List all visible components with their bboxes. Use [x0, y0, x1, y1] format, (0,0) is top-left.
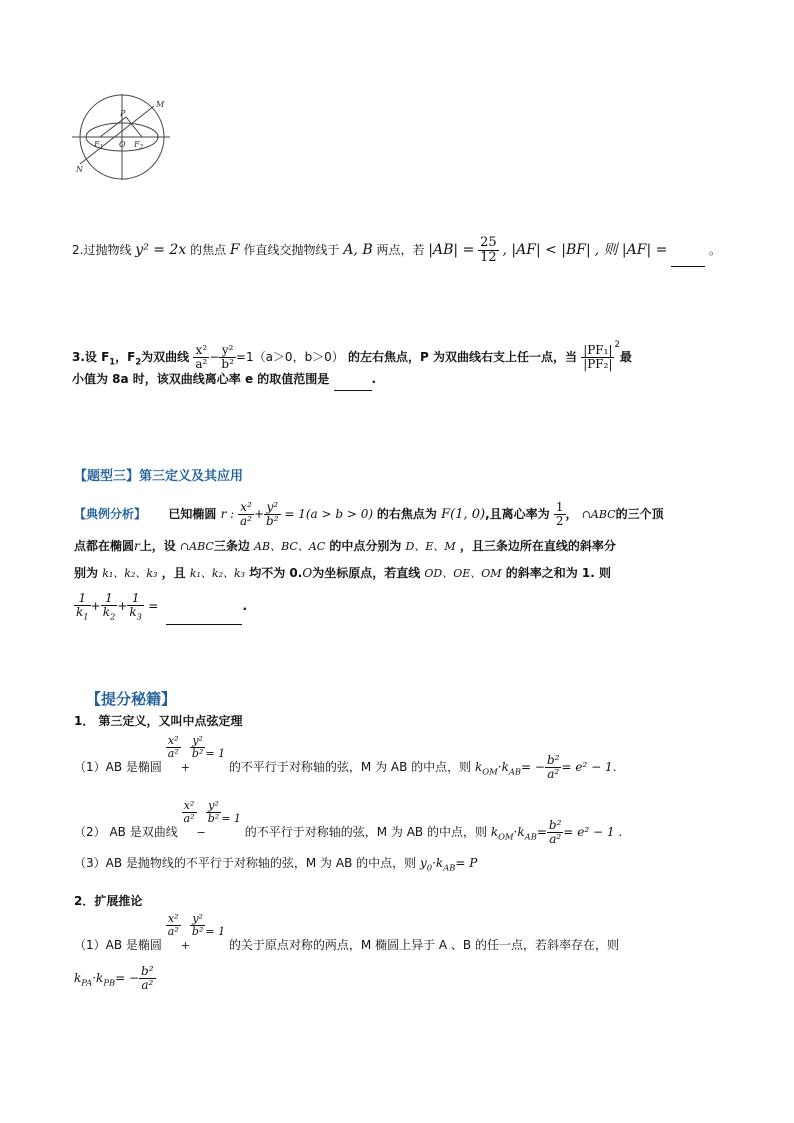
q2-prefix: 2.过抛物线: [72, 243, 132, 257]
s3-answer-blank[interactable]: [166, 588, 242, 625]
label-O: O: [119, 140, 126, 149]
q3-text-e: 最: [619, 350, 632, 364]
s3-l3-c: 均不为 0.: [249, 566, 303, 580]
s3-recip-eq: =: [148, 599, 159, 613]
s3-l2-tri: ∩ABC: [179, 540, 214, 553]
s3-t5: 的三个顶: [615, 507, 664, 521]
q3-text-c: 为双曲线: [141, 350, 190, 364]
q2-condition: , |AF| < |BF|: [502, 242, 591, 258]
q3-sub1: 1: [109, 356, 116, 367]
q3-pf-sq: 2: [614, 339, 620, 349]
s3-ex-num: x²: [238, 501, 254, 515]
tips-item4-formula: $k_{PA}\cdot k_{PB}=$ − $\frac{\text{b²}}{\text{a²}}$: [74, 964, 154, 992]
label-F2: $F_2$: [134, 140, 144, 151]
s3-plus: +: [253, 507, 265, 521]
s3-ex-den: a²: [240, 514, 252, 528]
q2-answer-blank[interactable]: [671, 234, 705, 267]
i4-ellipse: $\frac{\text{x²}}{\text{a²}}$ + $\frac{\text{y²}}{\text{b²}}$ = 1: [167, 912, 226, 952]
q2-end: 。: [709, 243, 722, 257]
question-2: [72, 234, 721, 267]
question-3-line2: [72, 368, 376, 391]
s3-l2-pts: D、E、M: [405, 540, 456, 553]
section3-line4: $\frac{1}{k_1}$ + $\frac{1}{k_2}$ + $\frac{1}{k_3}$ = .: [74, 588, 247, 625]
q3-hyperbola-x-frac: [193, 344, 209, 370]
s3-t2: 的右焦点为: [376, 507, 437, 521]
q3-text-d: 的左右焦点，P 为双曲线右支上任一点，当: [348, 350, 577, 364]
s3-recip-3: $\frac{1}{k_3}$: [129, 591, 142, 622]
q3-hyperbola-eq: =1（a＞0，b＞0）: [235, 350, 344, 364]
q3-hy-den: b²: [221, 357, 234, 371]
s3-ey-num: y²: [264, 501, 281, 515]
q2-fraction: [478, 236, 499, 264]
i4-a: （1）AB 是椭圆: [74, 938, 162, 952]
i1-ellipse: $\frac{\text{x²}}{\text{a²}}$ + $\frac{\text{y²}}{\text{b²}}$ = 1: [167, 734, 226, 774]
s3-l3-O: O: [302, 566, 313, 580]
s3-recip-2: $\frac{1}{k_2}$: [102, 591, 116, 622]
i2-formula: $k_{OM}\cdot k_{AB}=$ $\frac{\text{b²}}{\text{a²}}$ = e² − 1 .: [490, 818, 623, 846]
label-M: M: [156, 100, 165, 109]
i1-b: 的不平行于对称轴的弦，M 为 AB 的中点，则: [228, 760, 472, 774]
q3-hy-num: y²: [219, 344, 236, 358]
s3-l2-sides: AB、BC、AC: [254, 540, 326, 553]
i1-a: （1）AB 是椭圆: [74, 760, 162, 774]
s3-l3-ks2: k₁、k₂、k₃: [189, 567, 246, 580]
q3-line2: 小值为 8a 时，该双曲线离心率 e 的取值范围是: [72, 372, 330, 386]
s3-ellipse-def: [220, 500, 377, 528]
example-label: 【典例分析】: [74, 507, 147, 521]
s3-ecc-frac: [554, 501, 566, 527]
s3-e-den: 2: [555, 514, 564, 528]
s3-ellipse-pre: r :: [220, 507, 235, 521]
q3-text-b: ，F: [115, 350, 136, 364]
tips-item1: [74, 730, 616, 795]
q2-frac-num: 25: [480, 235, 497, 251]
tips-header: 【提分秘籍】: [86, 690, 177, 708]
i2-a: （2） AB 是双曲线: [74, 825, 178, 839]
q3-hx-num: x²: [193, 344, 209, 358]
i3-formula: $y_0\cdot k_{AB}= P$: [419, 856, 478, 873]
s3-l2-c: 三条边: [213, 539, 250, 553]
section3-line3: [74, 563, 611, 584]
q3-line2-end: .: [371, 372, 377, 386]
segment-PF2: [126, 117, 142, 137]
s3-l2-d: 的中点分别为: [329, 539, 402, 553]
section3-header: 【题型三】第三定义及其应用: [74, 469, 244, 484]
i3-a: （3）AB 是抛物线的不平行于对称轴的弦，M 为 AB 的中点，则: [74, 856, 417, 870]
q2-focus: F: [229, 242, 240, 258]
section3-line2: [74, 536, 616, 557]
s3-l3-b: ，且: [161, 566, 186, 580]
s3-l2-e: ，且三条边所在直线的斜率分: [459, 539, 616, 553]
q2-mid1: 的焦点: [190, 243, 227, 257]
q3-hx-den: a²: [195, 357, 208, 371]
ellipse-circle-figure: [70, 92, 175, 182]
s3-t1: 已知椭圆: [168, 507, 217, 521]
i2-b: 的不平行于对称轴的弦，M 为 AB 的中点，则: [244, 825, 487, 839]
s3-t4: ，: [565, 507, 578, 521]
s3-l2-r: r: [134, 539, 140, 553]
s3-ey-den: b²: [266, 514, 279, 528]
i2-hyperbola: $\frac{\text{x²}}{\text{a²}}$ − $\frac{\text{y²}}{\text{b²}}$ = 1: [183, 799, 241, 839]
i1-formula: $k_{OM}\cdot k_{AB}=$ − $\frac{\text{b²}}{\text{a²}}$ = e² − 1.: [475, 753, 617, 781]
i4-b: 的关于原点对称的两点，M 椭圆上异于 A 、B 的任一点，若斜率存在，则: [228, 938, 619, 952]
s3-l3-lines: OD、OE、OM: [424, 567, 502, 580]
s3-ellipse-post: = 1(a > b > 0): [284, 507, 374, 521]
s3-tri: ∩ABC: [581, 508, 616, 521]
q2-tail: , 则 |AF| =: [594, 242, 668, 258]
tips-item2: [74, 795, 622, 860]
s3-l3-a: 别为: [74, 566, 99, 580]
section3-line1: [74, 496, 664, 533]
q3-answer-blank[interactable]: [334, 368, 372, 391]
tips-item3: [74, 852, 477, 878]
label-F1: $F_1$: [94, 140, 104, 151]
s3-l2-b: 上，设: [139, 539, 176, 553]
s3-l3-d: 为坐标原点，若直线: [312, 566, 421, 580]
q2-abs-AB: |AB| =: [428, 242, 475, 258]
q2-mid3: 两点，若: [376, 243, 425, 257]
s3-focus: F(1, 0): [441, 507, 486, 522]
line-MN: [80, 106, 154, 164]
s3-end: .: [242, 599, 247, 613]
s3-l3-ks: k₁、k₂、k₃: [102, 567, 158, 580]
s3-e-num: 1: [555, 500, 564, 515]
q2-points: A, B: [343, 242, 373, 258]
q3-minus: −: [209, 350, 220, 364]
q2-mid2: 作直线交抛物线于: [243, 243, 340, 257]
s3-l3-e: 的斜率之和为 1. 则: [505, 566, 612, 580]
q2-equation: y² = 2x: [135, 242, 187, 258]
tips-s1: 1． 第三定义，又叫中点弦定理: [74, 714, 243, 728]
q3-sub2: 2: [135, 356, 142, 367]
s3-l2-a: 点都在椭圆: [74, 539, 135, 553]
label-P: P: [120, 109, 126, 118]
tips-s2: 2．扩展推论: [74, 894, 143, 908]
q2-frac-den: 12: [480, 250, 497, 265]
s3-t3: ,且离心率为: [485, 507, 550, 521]
q3-text-a: 3.设 F: [72, 350, 110, 364]
q3-pf-num: |PF₁|: [583, 343, 613, 358]
q3-pf-frac: [581, 344, 614, 370]
label-N: N: [76, 165, 83, 174]
q3-hyperbola-y-frac: [219, 344, 236, 370]
q3-pf-den: |PF₂|: [583, 357, 613, 371]
tips-item4: [74, 908, 619, 970]
s3-recip-1: $\frac{1}{k_1}$: [76, 591, 89, 622]
